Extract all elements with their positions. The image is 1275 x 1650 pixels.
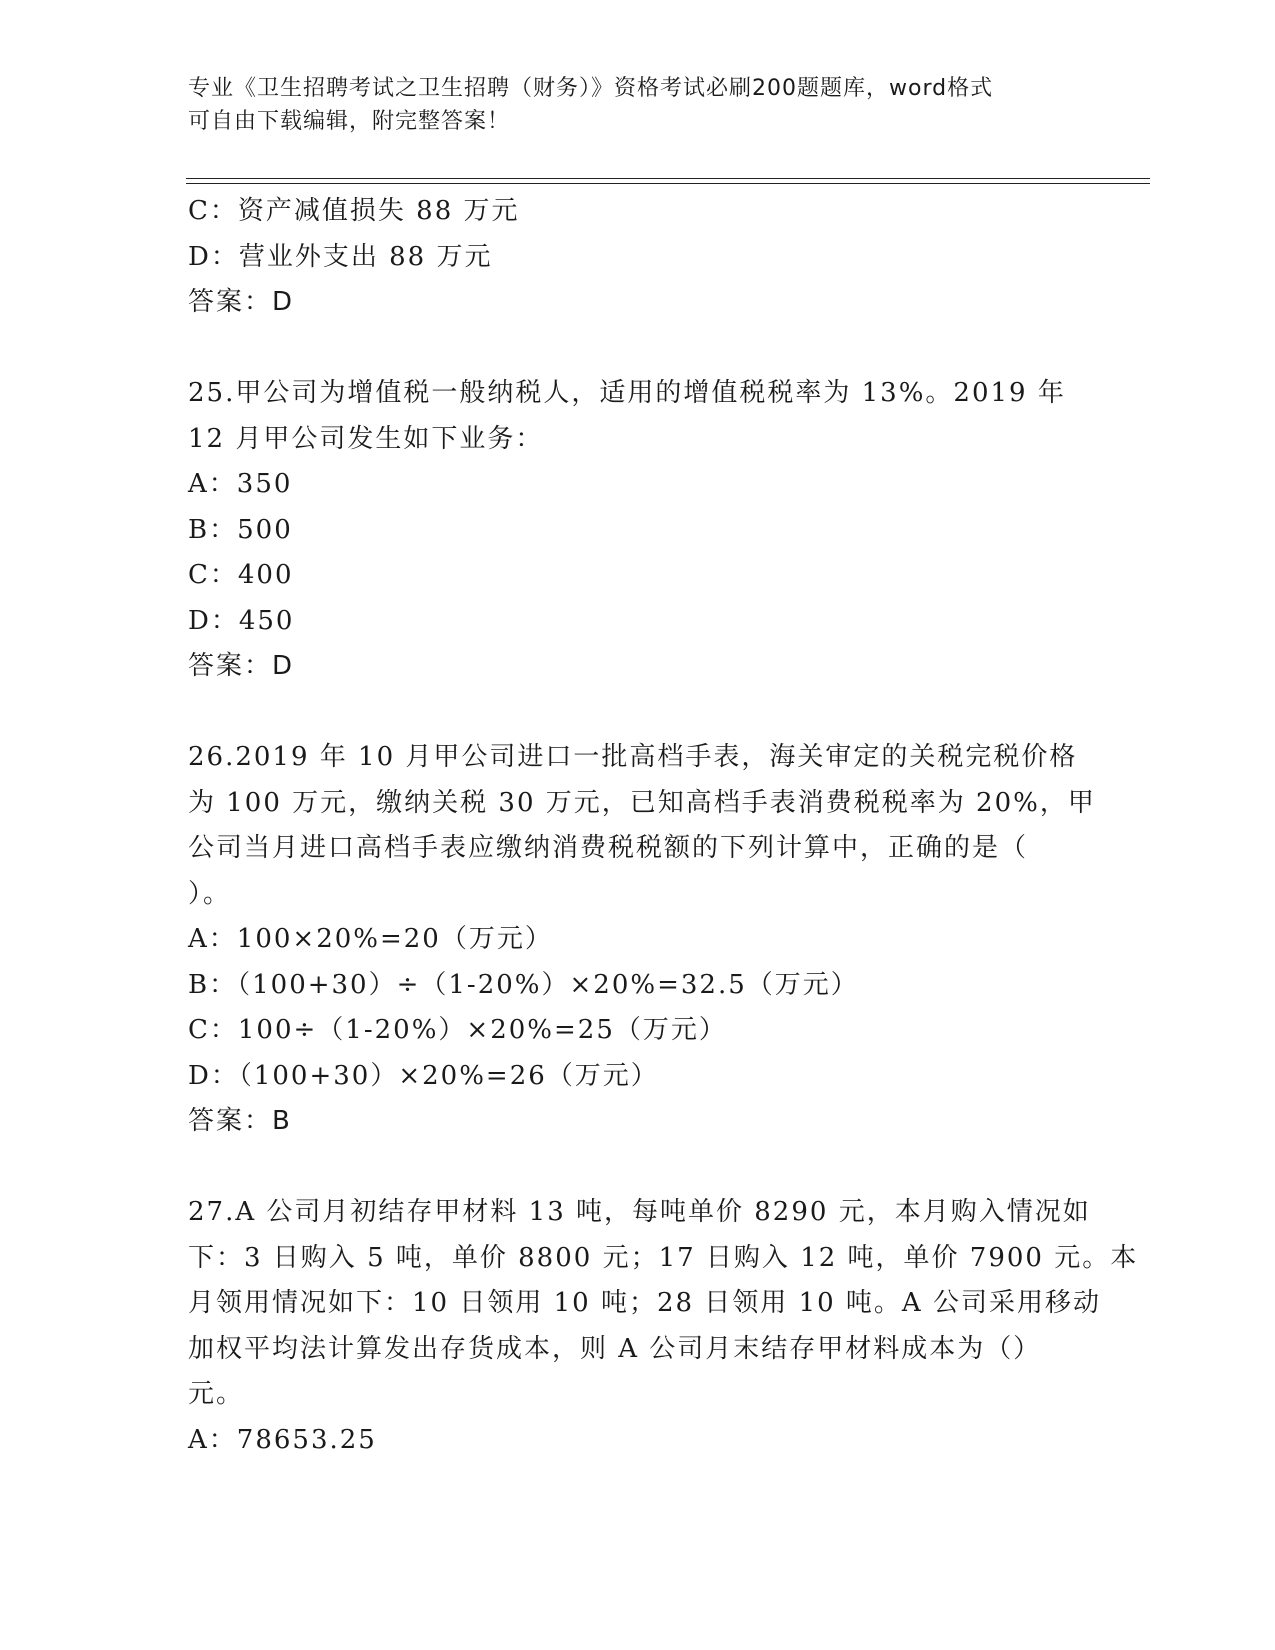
question-text-line: 下：3 日购入 5 吨，单价 8800 元；17 日购入 12 吨，单价 7900 元。本	[188, 1242, 1139, 1273]
question-text-line: 26.2019 年 10 月甲公司进口一批高档手表，海关审定的关税完税价格	[188, 742, 1078, 772]
option-line: A：100×20%=20（万元）	[188, 924, 553, 954]
option-line: D：（100+30）×20%=26（万元）	[188, 1060, 659, 1091]
question-block	[188, 189, 1068, 326]
question-block	[188, 735, 1096, 1145]
question-block	[188, 371, 1068, 690]
question-block	[188, 1190, 1139, 1463]
answer-line: 答案：B	[188, 1106, 292, 1136]
option-line: B：500	[188, 514, 293, 545]
header-rule-bottom	[186, 183, 1150, 184]
option-line: D：450	[188, 605, 295, 636]
option-line: C：100÷（1-20%）×20%=25（万元）	[188, 1015, 727, 1045]
question-text-line: 加权平均法计算发出存货成本，则 A 公司月末结存甲材料成本为（）	[188, 1333, 1042, 1364]
header-line-1: 专业《卫生招聘考试之卫生招聘（财务）》资格考试必刷200题题库，word格式	[188, 76, 994, 101]
question-text-line: 元。	[188, 1379, 245, 1409]
block-spacer	[188, 1145, 1068, 1191]
option-line: A：78653.25	[188, 1424, 377, 1455]
page-header	[188, 72, 1068, 138]
block-spacer	[188, 326, 1068, 372]
option-line: B：（100+30）÷（1-20%）×20%=32.5（万元）	[188, 969, 859, 1000]
question-text-line: 月领用情况如下：10 日领用 10 吨；28 日领用 10 吨。A 公司采用移动	[188, 1288, 1101, 1318]
option-line: C：资产减值损失 88 万元	[188, 196, 520, 226]
question-text-line: 公司当月进口高档手表应缴纳消费税税额的下列计算中，正确的是（	[188, 833, 1029, 863]
answer-line: 答案：D	[188, 651, 295, 681]
option-line: A：350	[188, 469, 293, 499]
header-rule-top	[186, 178, 1150, 179]
question-text-line: 25.甲公司为增值税一般纳税人，适用的增值税税率为 13%。2019 年	[188, 378, 1066, 408]
header-line-2: 可自由下载编辑，附完整答案！	[188, 109, 511, 134]
answer-line: 答案：D	[188, 287, 295, 317]
question-text-line: ）。	[188, 878, 232, 909]
question-text-line: 27.A 公司月初结存甲材料 13 吨，每吨单价 8290 元，本月购入情况如	[188, 1197, 1091, 1227]
document-body	[188, 189, 1139, 1463]
question-text-line: 12 月甲公司发生如下业务：	[188, 423, 544, 454]
option-line: C：400	[188, 560, 294, 590]
block-spacer	[188, 690, 1068, 736]
option-line: D：营业外支出 88 万元	[188, 241, 493, 272]
question-text-line: 为 100 万元，缴纳关税 30 万元，已知高档手表消费税税率为 20%，甲	[188, 787, 1096, 818]
